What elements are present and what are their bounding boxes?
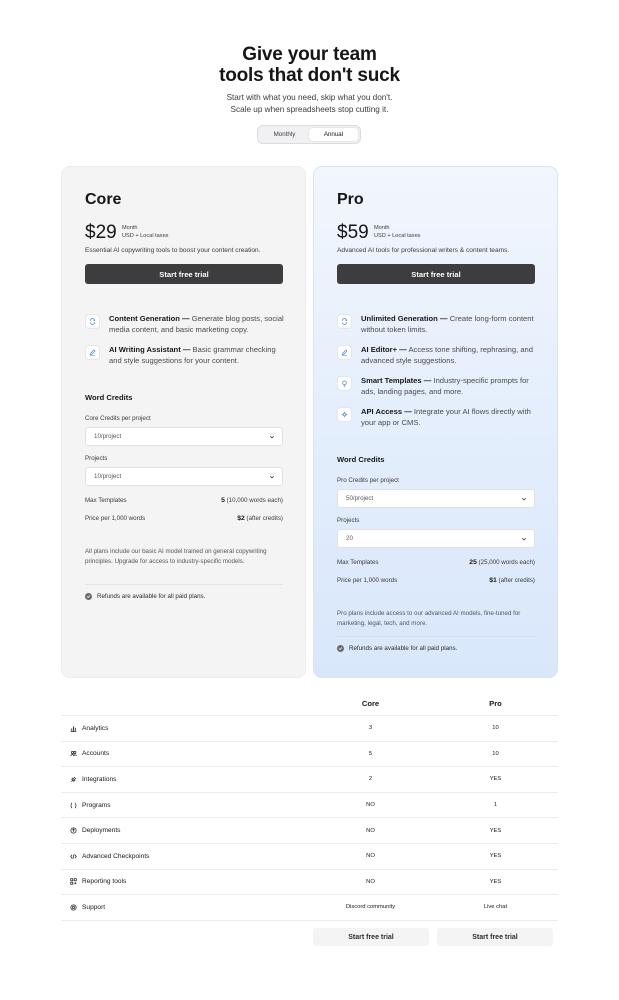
table-row: Support Discord community Live chat <box>61 895 558 921</box>
toggle-monthly[interactable]: Monthly <box>273 131 296 138</box>
comparison-header <box>61 692 558 716</box>
deployments-icon <box>70 827 77 834</box>
plan-note: All plans include our basic AI model trained on general copywriting principles. Upgrade for access to industry-specific models. <box>85 548 267 565</box>
plan-name: Pro <box>337 191 364 208</box>
projects-select[interactable]: 10/project <box>85 467 283 486</box>
feature-item: Content Generation — Generate blog posts, social media content, and basic marketing copy. <box>85 313 290 335</box>
plan-description: Advanced AI tools for professional writers & content teams. <box>337 247 510 254</box>
chevron-down-icon <box>521 536 527 542</box>
plan-note: Pro plans include access to our advanced AI models, fine-tuned for marketing, legal, tech, and more. <box>337 610 521 627</box>
chevron-down-icon <box>521 496 527 502</box>
word-credits <box>337 455 535 584</box>
hero <box>0 44 619 116</box>
feature-item: AI Editor+ — Access tone shifting, rephrasing, and advanced style suggestions. <box>337 344 542 366</box>
code-icon <box>70 853 77 860</box>
start-free-trial-button[interactable]: Start free trial <box>85 264 283 284</box>
pencil-icon <box>337 345 352 360</box>
table-row: Reporting tools NO YES <box>61 870 558 896</box>
max-templates-row: Max Templates 25 (25,000 words each) <box>337 559 535 566</box>
table-row: Analytics 3 10 <box>61 716 558 742</box>
toggle-annual[interactable]: Annual <box>309 128 358 141</box>
plug-icon <box>337 407 352 422</box>
chevron-down-icon <box>269 434 275 440</box>
max-templates-row: Max Templates 5 (10,000 words each) <box>85 497 283 504</box>
check-icon <box>337 645 344 652</box>
comparison-table <box>61 692 558 921</box>
refresh-icon <box>85 314 100 329</box>
table-row: Integrations 2 YES <box>61 767 558 793</box>
word-credits-title: Word Credits <box>337 455 385 464</box>
plan-period: Month USD + Local taxes <box>374 225 421 239</box>
refund-note: Refunds are available for all paid plans. <box>85 593 205 600</box>
credits-select[interactable]: 50/project <box>337 489 535 508</box>
analytics-icon <box>70 725 77 732</box>
plan-price: $59 <box>337 222 369 243</box>
page-subtitle: Start with what you need, skip what you don't. Scale up when spreadsheets stop cutting it. <box>226 93 393 114</box>
column-header-pro: Pro <box>489 699 502 708</box>
start-free-trial-core-button[interactable]: Start free trial <box>313 928 429 946</box>
feature-list <box>85 313 290 375</box>
feature-item: Unlimited Generation — Create long-form content without token limits. <box>337 313 542 335</box>
refresh-icon <box>337 314 352 329</box>
table-row: Deployments NO YES <box>61 818 558 844</box>
bulb-icon <box>337 376 352 391</box>
refund-note: Refunds are available for all paid plans. <box>337 645 457 652</box>
support-icon <box>70 904 77 911</box>
table-row: Accounts 5 10 <box>61 742 558 768</box>
credits-label: Pro Credits per project <box>337 477 399 484</box>
divider <box>85 584 283 585</box>
feature-item: AI Writing Assistant — Basic grammar checking and style suggestions for your content. <box>85 344 290 366</box>
start-free-trial-button[interactable]: Start free trial <box>337 264 535 284</box>
plan-period: Month USD + Local taxes <box>122 225 169 239</box>
feature-list <box>337 313 542 437</box>
page-title: Give your team tools that don't suck <box>219 44 400 86</box>
chevron-down-icon <box>269 474 275 480</box>
table-row: Programs NO 1 <box>61 793 558 819</box>
plan-price: $29 <box>85 222 117 243</box>
feature-item: Smart Templates — Industry-specific prompts for ads, landing pages, and more. <box>337 375 542 397</box>
price-per-words-row: Price per 1,000 words $2 (after credits) <box>85 515 283 522</box>
price-per-words-row: Price per 1,000 words $1 (after credits) <box>337 577 535 584</box>
column-header-core: Core <box>361 699 380 708</box>
credits-select[interactable]: 10/project <box>85 427 283 446</box>
feature-item: API Access — Integrate your AI flows directly with your app or CMS. <box>337 406 542 428</box>
pencil-icon <box>85 345 100 360</box>
divider <box>337 636 535 637</box>
projects-label: Projects <box>85 455 108 462</box>
check-icon <box>85 593 92 600</box>
accounts-icon <box>70 750 77 757</box>
credits-label: Core Credits per project <box>85 415 151 422</box>
projects-select[interactable]: 20 <box>337 529 535 548</box>
word-credits <box>85 393 283 522</box>
integrations-icon <box>70 776 77 783</box>
projects-label: Projects <box>337 517 360 524</box>
billing-toggle[interactable] <box>257 125 361 144</box>
plan-card-core <box>61 166 306 678</box>
programs-icon <box>70 802 77 809</box>
start-free-trial-pro-button[interactable]: Start free trial <box>437 928 553 946</box>
plan-card-pro <box>313 166 558 678</box>
table-row: Advanced Checkpoints NO YES <box>61 844 558 870</box>
plan-description: Essential AI copywriting tools to boost your content creation. <box>85 247 261 254</box>
reporting-icon <box>70 878 77 885</box>
plan-name: Core <box>85 191 122 208</box>
word-credits-title: Word Credits <box>85 393 133 402</box>
